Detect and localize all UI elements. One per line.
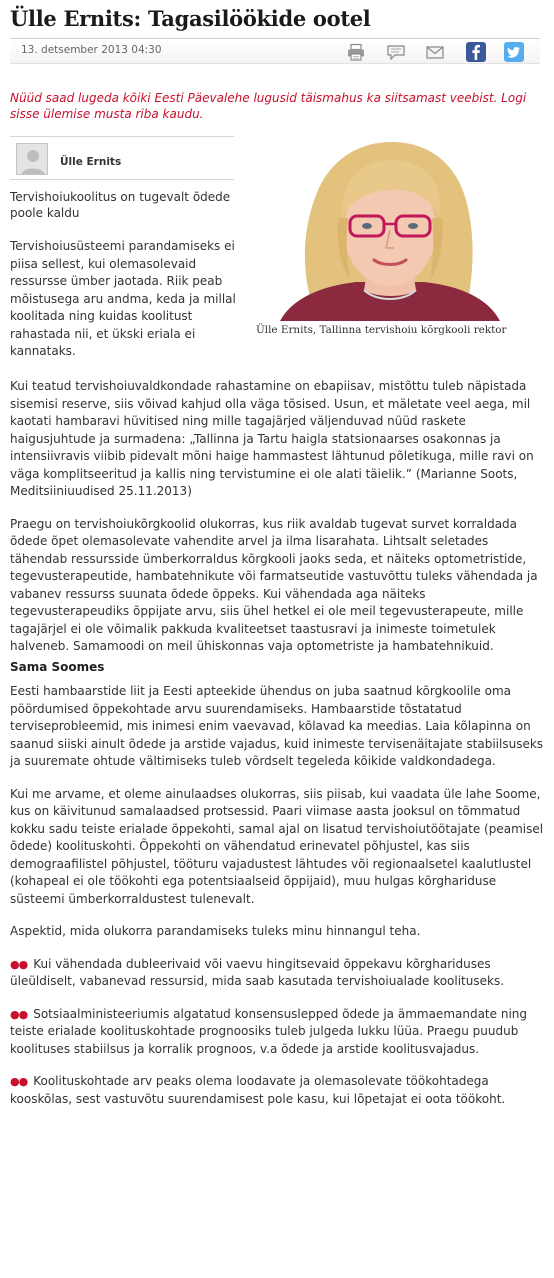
bullet-text: Sotsiaalministeeriumis algatatud konsensuslepped õdede ja ämmaemandate ning teiste erialade koolituskohtade prognoosiks tuleb julgeda lukku lüüa. Praegu puudub koolituses stabiilsus ja korralik prognoos, v.a õdede ja arstide koolitusvajadus.: [10, 1006, 527, 1056]
facebook-icon[interactable]: [466, 42, 486, 62]
bullet-text: Kui vähendada dubleerivaid või vaevu hingitsevaid õppekavu kõrghariduses üleüldiselt, vabanevad ressursid, mida saab kasutada tervishoiualade koolituseks.: [10, 956, 505, 988]
photo-caption: Ülle Ernits, Tallinna tervishoiu kõrgkooli rektor: [256, 324, 507, 336]
bullet-marker: ●●: [10, 1075, 28, 1088]
bullet-marker: ●●: [10, 1007, 28, 1021]
bullet-item: [10, 1006, 545, 1059]
author-name[interactable]: Ülle Ernits: [60, 156, 122, 168]
article-date: 13. detsember 2013 04:30: [21, 44, 162, 56]
paragraph: Aspektid, mida olukorra parandamiseks tuleks minu hinnangul teha.: [10, 924, 421, 938]
bullet-item: [10, 956, 545, 991]
paragraph: Kui me arvame, et oleme ainulaadses olukorras, siis piisab, kui vaadata üle lahe Soome, kus on käivitunud samalaadsed protsessid. Paari viimase aasta jooksul on tõmmatud kokku sadu teiste erialade õppekohti, samal ajal on lisatud tervishoiutöötajate (peamisel õdede) koolituskohti. Õppekohti on vähendatud erinevatel põhjustel, kas siis demograafilistel põhjustel, tööturu vajadustest lähtudes või regionaalsetel kaalutlustel (kohapeal ei ole töökohti ega potentsiaalseid õppijaid), muu hulgas kõrghariduse süsteemi ümberkorraldustest tulenevalt.: [10, 786, 544, 906]
user-placeholder-icon: [17, 144, 48, 175]
print-icon[interactable]: [346, 42, 366, 62]
author-photo: [260, 138, 520, 321]
email-icon[interactable]: [425, 42, 445, 62]
subheading: Sama Soomes: [10, 659, 105, 674]
author-box: [10, 136, 234, 180]
login-notice: Nüüd saad lugeda kõiki Eesti Päevalehe lugusid täismahus ka siitsamast veebist. Logi sisse ülemise musta riba kaudu.: [10, 91, 527, 121]
bullet-item: [10, 1073, 545, 1108]
paragraph: Eesti hambaarstide liit ja Eesti apteekide ühendus on juba saatnud kõrgkoolile oma pöördumised õppekohtade arvu suurendamiseks. Hambaarstide tõstatatud terviseprobleemid, mis inimesi enim vaevavad, kõlavad ka meedias. Laia kõlapinna on saanud siiski ainult õdede ja arstide vajadus, kuid inimeste tervisenäitajate stabiilsuseks ja suuremate ohtude vältimiseks tuleb võrdselt tegeleda kõikide valdkondadega.: [10, 684, 544, 768]
avatar: [16, 143, 48, 175]
paragraph: Kui teatud tervishoiuvaldkondade rahastamine on ebapiisav, mistõttu tuleb näpistada sisemisi reserve, siis võivad kahjud olla väga tõsised. Usun, et mäletate veel aega, mil kaotati hambaravi hüvitised ning mille tagajärjed väljenduvad nüüd raskete haigusjuhtude ja surmadena: „Tallinna ja Tartu haigla statsionaarses osakonnas ja intensiivravis viibib pidevalt mõni haige hammastest lähtunud põletikuga, mille ravi on väga komplitseeritud ja kallis ning tervistumine ei ole alati täielik.” (Marianne Soots, Meditsiiniuudised 25.11.2013): [10, 379, 534, 498]
article-title: Ülle Ernits: Tagasilöökide ootel: [10, 6, 371, 31]
article-lead: Tervishoiukoolitus on tugevalt õdede poole kaldu: [10, 190, 231, 220]
bullet-marker: ●●: [10, 957, 28, 971]
twitter-icon[interactable]: [504, 42, 524, 62]
article-body: [10, 378, 545, 1108]
article-intro: Tervishoiusüsteemi parandamiseks ei piisa sellest, kui olemasolevaid ressursse ümber jaotada. Riik peab mõistusega aru andma, keda ja millal koolitada ning kuidas koolitust rahastada nii, et ükski eriala ei kannataks.: [10, 239, 236, 358]
paragraph: Praegu on tervishoiukõrgkoolid olukorras, kus riik avaldab tugevat survet korraldada õdede õpet olemasolevate vahendite arvel ja ilma lisarahata. Lihtsalt seletades tähendab ressursside ümberkorraldus kõrgkooli jaoks seda, et näiteks optometristide, tegevusterapeutide, hambatehnikute või farmatseutide vastuvõttu tuleks vähendada ja vabanev ressurss suunata õdede õppeks. Kui vähendada aga näiteks tegevusterapeudiks õppijate arvu, siis ühel hetkel ei ole meil tegevusterapeute, mille tagajärjel ei ole võimalik pakkuda kvaliteetset taastusravi ja inimeste toimetulek halveneb. Samamoodi on meil ühiskonnas vaja optometriste ja hambatehnikuid.: [10, 516, 538, 653]
comment-icon[interactable]: [386, 42, 406, 62]
bullet-text: Koolituskohtade arv peaks olema loodavate ja olemasolevate töökohtadega kooskõlas, sest vastuvõtu suurendamisest pole kasu, kui lõpetajat ei oota töökoht.: [10, 1074, 506, 1106]
article-meta-bar: [10, 38, 540, 64]
